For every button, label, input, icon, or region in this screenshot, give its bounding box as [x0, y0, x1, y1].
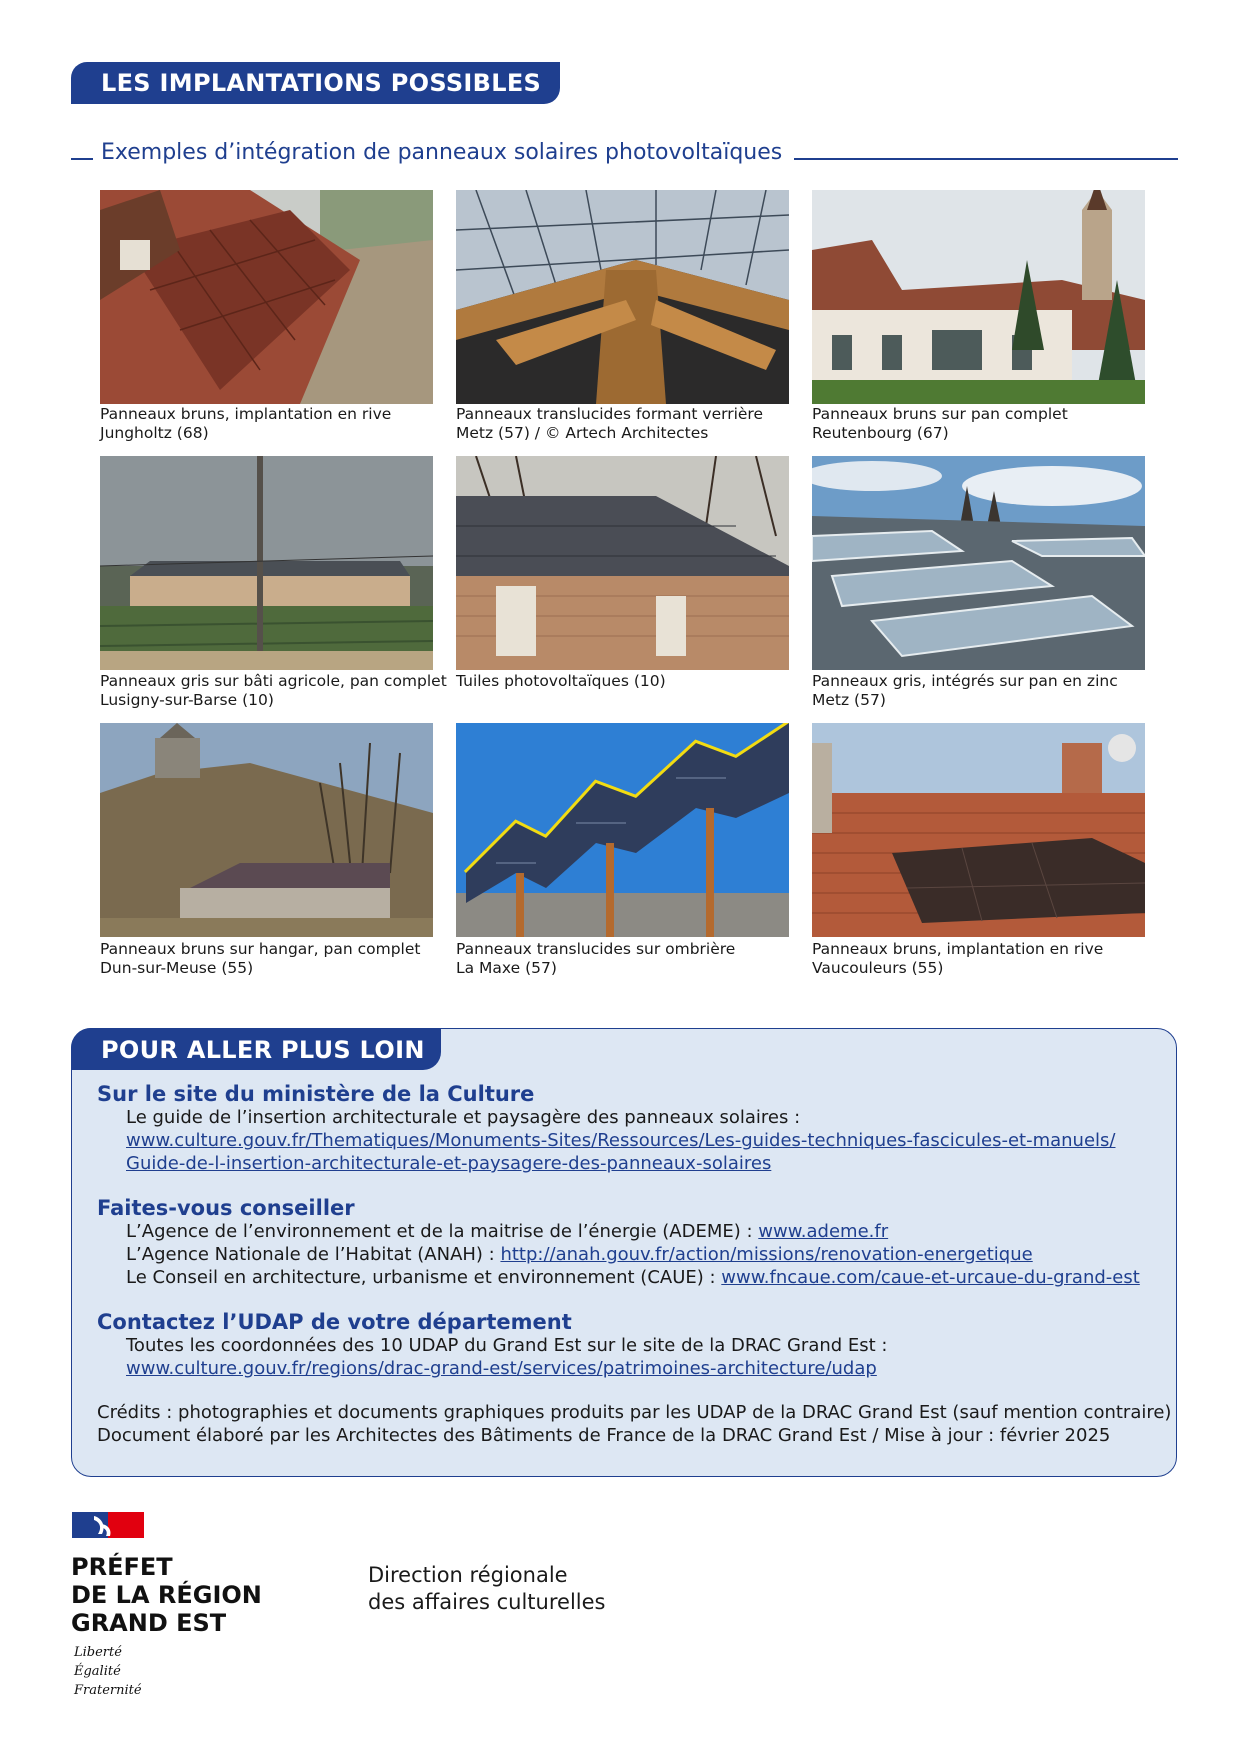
- further-title: POUR ALLER PLUS LOIN: [71, 1028, 441, 1070]
- section-subtitle: Exemples d’intégration de panneaux solaires photovoltaïques: [101, 140, 783, 165]
- caue-line: Le Conseil en architecture, urbanisme et environnement (CAUE) : www.fncaue.com/caue-et-urcaue-du-grand-est: [126, 1267, 1140, 1288]
- udap-section-title: Contactez l’UDAP de votre département: [97, 1310, 572, 1334]
- direction-label: Direction régionale des affaires culturelles: [368, 1563, 606, 1614]
- photo-lusigny: [100, 456, 433, 670]
- credits-text: Crédits : photographies et documents graphiques produits par les UDAP de la DRAC Grand Est (sauf mention contraire): [97, 1402, 1172, 1423]
- photo-caption: Panneaux gris sur bâti agricole, pan complet Lusigny-sur-Barse (10): [100, 672, 447, 709]
- anah-link[interactable]: http://anah.gouv.fr/action/missions/renovation-energetique: [500, 1244, 1033, 1265]
- subtitle-row: [71, 140, 1178, 170]
- ademe-link[interactable]: www.ademe.fr: [758, 1221, 889, 1242]
- culture-guide-link-continued[interactable]: Guide-de-l-insertion-architecturale-et-paysagere-des-panneaux-solaires: [126, 1153, 772, 1174]
- subtitle-rule-right: [794, 158, 1178, 160]
- udap-link[interactable]: www.culture.gouv.fr/regions/drac-grand-est/services/patrimoines-architecture/udap: [126, 1358, 877, 1379]
- photo-caption: Tuiles photovoltaïques (10): [456, 672, 666, 690]
- anah-line: L’Agence Nationale de l’Habitat (ANAH) : http://anah.gouv.fr/action/missions/renovation-energetique: [126, 1244, 1033, 1265]
- culture-guide-text: Le guide de l’insertion architecturale et paysagère des panneaux solaires :: [126, 1107, 801, 1128]
- prefet-logo-text: PRÉFET DE LA RÉGION GRAND EST: [71, 1553, 262, 1637]
- caue-link[interactable]: www.fncaue.com/caue-et-urcaue-du-grand-est: [721, 1267, 1140, 1288]
- photo-metz-verriere: [456, 190, 789, 404]
- photo-caption: Panneaux bruns sur hangar, pan complet Dun-sur-Meuse (55): [100, 940, 421, 977]
- subtitle-rule-left: [71, 158, 93, 160]
- udap-text: Toutes les coordonnées des 10 UDAP du Grand Est sur le site de la DRAC Grand Est :: [126, 1335, 888, 1356]
- advice-section-title: Faites-vous conseiller: [97, 1196, 355, 1220]
- republic-motto: Liberté Égalité Fraternité: [74, 1645, 142, 1698]
- ademe-line: L’Agence de l’environnement et de la maitrise de l’énergie (ADEME) : www.ademe.fr: [126, 1221, 889, 1242]
- photo-jungholtz: [100, 190, 433, 404]
- photo-tuiles: [456, 456, 789, 670]
- document-text: Document élaboré par les Architectes des Bâtiments de France de la DRAC Grand Est / Mise à jour : février 2025: [97, 1425, 1111, 1446]
- photo-vaucouleurs: [812, 723, 1145, 937]
- photo-caption: Panneaux bruns, implantation en rive Vaucouleurs (55): [812, 940, 1104, 977]
- photo-caption: Panneaux gris, intégrés sur pan en zinc Metz (57): [812, 672, 1118, 709]
- photo-caption: Panneaux bruns, implantation en rive Jungholtz (68): [100, 405, 392, 442]
- photo-metz-zinc: [812, 456, 1145, 670]
- photo-la-maxe: [456, 723, 789, 937]
- photo-caption: Panneaux translucides formant verrière Metz (57) / © Artech Architectes: [456, 405, 763, 442]
- photo-dun-sur-meuse: [100, 723, 433, 937]
- culture-section-title: Sur le site du ministère de la Culture: [97, 1082, 535, 1106]
- photo-caption: Panneaux bruns sur pan complet Reutenbourg (67): [812, 405, 1068, 442]
- marianne-flag-icon: [72, 1512, 144, 1538]
- photo-caption: Panneaux translucides sur ombrière La Maxe (57): [456, 940, 736, 977]
- section-title: LES IMPLANTATIONS POSSIBLES: [71, 62, 560, 104]
- photo-reutenbourg: [812, 190, 1145, 404]
- culture-guide-link[interactable]: www.culture.gouv.fr/Thematiques/Monuments-Sites/Ressources/Les-guides-techniques-fascicules-et-manuels/: [126, 1130, 1116, 1151]
